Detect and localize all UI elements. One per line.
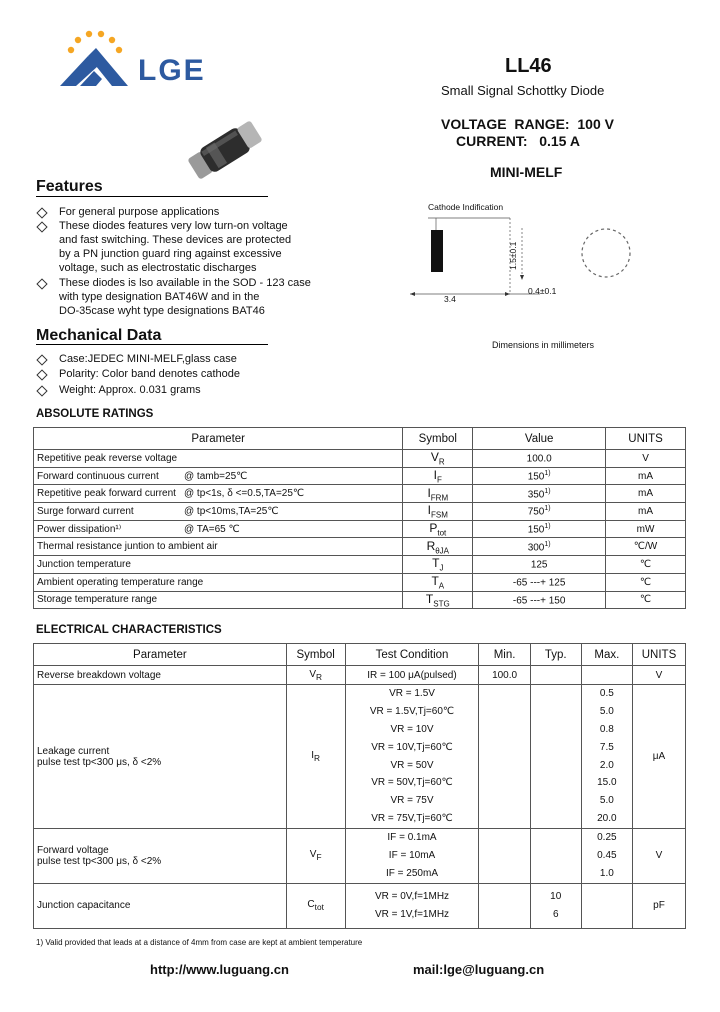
- max-cell: [581, 685, 632, 829]
- unit-cell: ℃: [606, 573, 686, 591]
- email-link[interactable]: mail:lge@luguang.cn: [413, 962, 545, 977]
- table-row: [34, 666, 686, 685]
- table-header-row: [34, 428, 686, 450]
- unit-cell: ℃: [606, 556, 686, 574]
- stacked-value: VR = 1.5V: [389, 688, 435, 699]
- feature-line: with type designation BAT46W and in the: [59, 291, 260, 303]
- absolute-ratings-title: ABSOLUTE RATINGS: [36, 408, 154, 420]
- unit-cell: V: [606, 450, 686, 468]
- symbol-cell: $R_{\theta JA}$: [403, 538, 473, 556]
- param-cell: Junction temperature: [34, 556, 403, 574]
- bullet-icon: [36, 354, 47, 365]
- absolute-ratings-table: [33, 427, 686, 609]
- col-symbol: Symbol: [403, 428, 473, 450]
- table-row: [34, 591, 686, 609]
- stacked-value: 5.0: [599, 795, 614, 807]
- max-cell: [581, 829, 632, 884]
- brand-name: LGE: [138, 54, 206, 87]
- condition-cell: [345, 829, 479, 884]
- features-underline: [36, 196, 268, 197]
- stacked-value: IF = 0.1mA: [387, 832, 437, 844]
- col-max: Max.: [581, 644, 632, 666]
- symbol-cell: $P_{tot}$: [403, 520, 473, 538]
- feature-line: For general purpose applications: [59, 206, 220, 218]
- stacked-value: 0.5: [599, 688, 614, 699]
- stacked-value: VR = 0V,f=1MHz: [374, 890, 450, 902]
- bullet-icon: [36, 221, 47, 232]
- unit-cell: mA: [606, 503, 686, 521]
- logo-mark-icon: [58, 26, 130, 96]
- symbol-cell: $I_{FSM}$: [403, 503, 473, 521]
- package-name: MINI-MELF: [490, 164, 563, 180]
- stacked-value: 0.8: [599, 723, 614, 735]
- mechanical-underline: [36, 344, 268, 345]
- stacked-value: 0.25: [597, 832, 617, 844]
- feature-line: by a PN junction guard ring against excessive: [59, 248, 282, 260]
- stacked-value: VR = 1V,f=1MHz: [374, 908, 450, 920]
- value-cell: 100.0: [473, 450, 606, 468]
- min-cell: [479, 685, 530, 829]
- dim-small: 0.4±0.1: [528, 286, 557, 296]
- bullet-icon: [36, 385, 47, 396]
- param-cell: Junction capacitance: [34, 883, 287, 928]
- col-units: UNITS: [606, 428, 686, 450]
- typ-cell: [530, 829, 581, 884]
- feature-line: and fast switching. These devices are protected: [59, 234, 292, 246]
- bullet-icon: [36, 278, 47, 289]
- part-number: LL46: [505, 55, 552, 77]
- value-cell: 150$^{1)}$: [473, 520, 606, 538]
- unit-cell: ℃/W: [606, 538, 686, 556]
- col-units: UNITS: [632, 644, 685, 666]
- logo: [58, 26, 238, 96]
- unit-cell: mA: [606, 467, 686, 485]
- symbol-cell: $I_F$: [403, 467, 473, 485]
- feature-line: These diodes features very low turn-on voltage: [59, 220, 288, 232]
- param-cell: Surge forward current @ tp<10ms,TA=25℃: [34, 503, 403, 521]
- param-cell: Reverse breakdown voltage: [34, 666, 287, 685]
- param-cell: Power dissipation¹⁾ @ TA=65 ℃: [34, 520, 403, 538]
- param-cell: Thermal resistance juntion to ambient air: [34, 538, 403, 556]
- col-min: Min.: [479, 644, 530, 666]
- dim-length: 3.4: [444, 294, 456, 304]
- symbol-cell: $T_A$: [403, 573, 473, 591]
- stacked-value: VR = 10V,Tj=60℃: [371, 741, 453, 753]
- mechanical-item: Weight: Approx. 0.031 grams: [59, 384, 201, 396]
- condition-cell: [345, 685, 479, 829]
- electrical-table: [33, 643, 686, 929]
- symbol-cell: $V_F$: [286, 829, 345, 884]
- typ-cell: [530, 666, 581, 685]
- stacked-value: 15.0: [597, 777, 617, 789]
- stacked-value: 2.0: [599, 759, 614, 771]
- typ-cell: [530, 883, 581, 928]
- stacked-value: 1.0: [599, 867, 614, 879]
- stacked-value: 20.0: [597, 813, 617, 825]
- table-row: [34, 685, 686, 829]
- value-cell: 350$^{1)}$: [473, 485, 606, 503]
- stacked-value: 0.45: [597, 850, 617, 862]
- param-cell: Leakage current pulse test tp<300 μs, δ <2%: [34, 685, 287, 829]
- feature-line: DO-35case wyht type designations BAT46: [59, 305, 265, 317]
- unit-cell: μA: [632, 685, 685, 829]
- electrical-title: ELECTRICAL CHARACTERISTICS: [36, 624, 222, 636]
- col-parameter: Parameter: [34, 428, 403, 450]
- unit-cell: V: [632, 829, 685, 884]
- features-title: Features: [36, 178, 103, 195]
- symbol-cell: $T_{STG}$: [403, 591, 473, 609]
- param-cell: Storage temperature range: [34, 591, 403, 609]
- table-row: [34, 467, 686, 485]
- param-cell: Ambient operating temperature range: [34, 573, 403, 591]
- symbol-cell: $V_R$: [403, 450, 473, 468]
- table-row: [34, 573, 686, 591]
- param-cell: Repetitive peak reverse voltage: [34, 450, 403, 468]
- col-typ: Typ.: [530, 644, 581, 666]
- symbol-cell: $I_{FRM}$: [403, 485, 473, 503]
- col-symbol: Symbol: [286, 644, 345, 666]
- value-cell: 125: [473, 556, 606, 574]
- value-cell: 750$^{1)}$: [473, 503, 606, 521]
- package-outline: [400, 208, 640, 328]
- mechanical-item: Polarity: Color band denotes cathode: [59, 368, 241, 380]
- min-cell: [479, 883, 530, 928]
- table-row: [34, 538, 686, 556]
- bullet-icon: [36, 207, 47, 218]
- stacked-value: VR = 1.5V,Tj=60℃: [369, 705, 455, 717]
- condition-cell: IR = 100 μA(pulsed): [345, 666, 479, 685]
- feature-line: These diodes is lso available in the SOD - 123 case: [59, 277, 311, 289]
- param-cell: Repetitive peak forward current @ tp<1s, δ <=0.5,TA=25℃: [34, 485, 403, 503]
- value-cell: -65 ---+ 150: [473, 591, 606, 609]
- stacked-value: IF = 250mA: [386, 867, 438, 879]
- website-link[interactable]: http://www.luguang.cn: [150, 962, 289, 977]
- table-row: [34, 829, 686, 884]
- unit-cell: ℃: [606, 591, 686, 609]
- param-cell: Forward continuous current @ tamb=25℃: [34, 467, 403, 485]
- value-cell: 150$^{1)}$: [473, 467, 606, 485]
- table-row: [34, 883, 686, 928]
- absolute-ratings-body: [34, 450, 686, 609]
- table-header-row: [34, 644, 686, 666]
- stacked-value: VR = 10V: [390, 723, 434, 735]
- bullet-icon: [36, 369, 47, 380]
- value-cell: -65 ---+ 125: [473, 573, 606, 591]
- unit-cell: mA: [606, 485, 686, 503]
- stacked-value: VR = 50V,Tj=60℃: [371, 777, 453, 789]
- min-cell: 100.0: [479, 666, 530, 685]
- symbol-cell: $T_J$: [403, 556, 473, 574]
- stacked-value: 10: [550, 890, 562, 902]
- stacked-value: VR = 75V: [390, 795, 434, 807]
- stacked-value: 5.0: [599, 705, 614, 717]
- unit-cell: mW: [606, 520, 686, 538]
- feature-line: voltage, such as electrostatic discharges: [59, 262, 257, 274]
- cathode-label: Cathode Indification: [428, 202, 504, 212]
- stacked-value: 7.5: [599, 741, 614, 753]
- symbol-cell: $I_R$: [286, 685, 345, 829]
- footnote: 1) Valid provided that leads at a distance of 4mm from case are kept at ambient temperature: [36, 938, 363, 947]
- value-cell: 300$^{1)}$: [473, 538, 606, 556]
- current-rating: CURRENT: 0.15 A: [456, 133, 580, 149]
- unit-cell: pF: [632, 883, 685, 928]
- symbol-cell: $V_R$: [286, 666, 345, 685]
- table-row: [34, 485, 686, 503]
- table-row: [34, 450, 686, 468]
- stacked-value: IF = 10mA: [388, 850, 436, 862]
- col-test-condition: Test Condition: [345, 644, 479, 666]
- param-cell: Forward voltage pulse test tp<300 μs, δ <2%: [34, 829, 287, 884]
- dimension-drawing: [400, 198, 640, 358]
- drawing-caption: Dimensions in millimeters: [492, 340, 595, 350]
- stacked-value: VR = 50V: [390, 759, 434, 771]
- mechanical-title: Mechanical Data: [36, 327, 162, 344]
- dim-vertical: 1.5±0.1: [508, 241, 518, 270]
- typ-cell: [530, 685, 581, 829]
- min-cell: [479, 829, 530, 884]
- voltage-range: VOLTAGE RANGE: 100 V: [441, 116, 614, 132]
- diode-photo: [180, 110, 270, 190]
- part-description: Small Signal Schottky Diode: [441, 83, 605, 98]
- symbol-cell: $C_{tot}$: [286, 883, 345, 928]
- table-row: [34, 556, 686, 574]
- stacked-value: VR = 75V,Tj=60℃: [371, 813, 453, 825]
- table-row: [34, 503, 686, 521]
- unit-cell: V: [632, 666, 685, 685]
- col-value: Value: [473, 428, 606, 450]
- mechanical-item: Case:JEDEC MINI-MELF,glass case: [59, 353, 237, 365]
- condition-cell: [345, 883, 479, 928]
- table-row: [34, 520, 686, 538]
- max-cell: [581, 666, 632, 685]
- max-cell: [581, 883, 632, 928]
- stacked-value: 6: [552, 908, 559, 920]
- col-parameter: Parameter: [34, 644, 287, 666]
